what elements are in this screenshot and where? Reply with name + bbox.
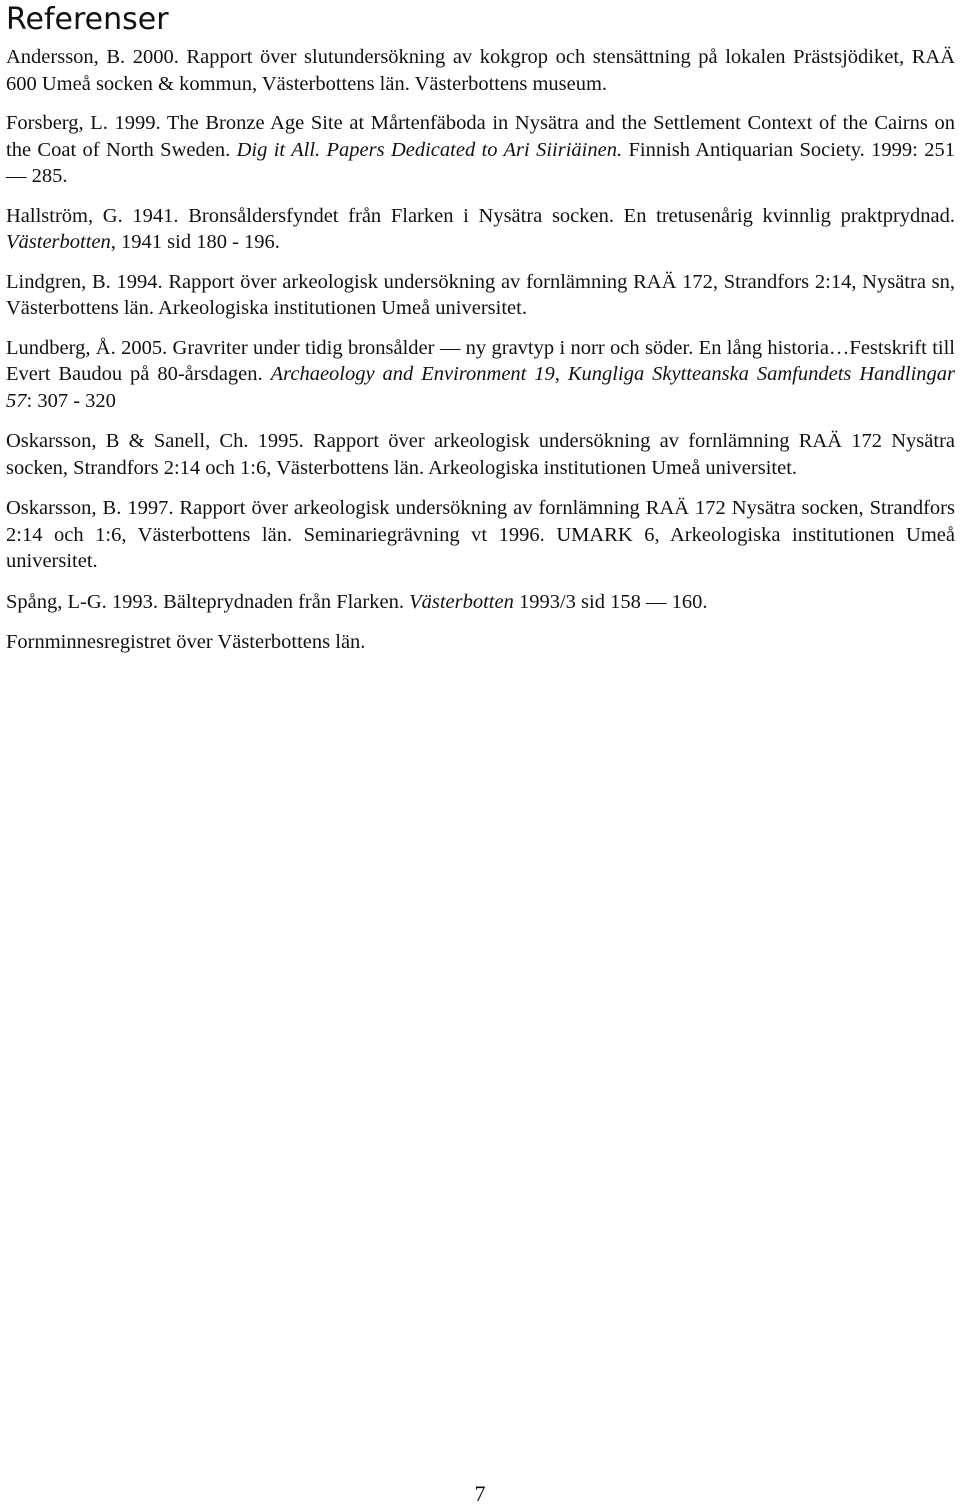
reference-text: , 1941 sid 180 - 196. (110, 231, 280, 253)
reference-title-italic: Västerbotten (409, 590, 514, 613)
reference-list (6, 44, 955, 656)
reference-forsberg-1999 (6, 110, 955, 190)
reference-text: : 307 - 320 (26, 389, 116, 412)
reference-text: Forsberg, L. 1999. The Bronze Age Site at Mårtenfäboda in Nysätra and the Settlement Context of the Cairns on the Coat of North Sweden. (6, 112, 955, 161)
reference-text: 1993/3 sid 158 — 160. (513, 590, 708, 613)
reference-andersson-2000 (6, 44, 955, 97)
reference-text: Oskarsson, B. 1997. Rapport över arkeologisk undersökning av fornlämning RAÄ 172 Nysätra socken, Strandfors 2:14 och 1:6, Västerbottens län. Seminariegrävning vt 1996. UMARK 6, Arkeologiska institutionen Umeå universitet. (6, 497, 955, 572)
reference-title-italic: Dig it All. Papers Dedicated to Ari Siiriäinen. (236, 138, 623, 161)
reference-text: Hallström, G. 1941. Bronsåldersfyndet från Flarken i Nysätra socken. En tretusenårig kvinnlig praktprydnad. (6, 204, 955, 227)
reference-spang-1993 (6, 589, 955, 616)
reference-text: Finnish Antiquarian Society. 1999: 251 — 285. (6, 138, 955, 187)
reference-lindgren-1994 (6, 269, 955, 322)
reference-text: Lindgren, B. 1994. Rapport över arkeologisk undersökning av fornlämning RAÄ 172, Strandfors 2:14, Nysätra sn, Västerbottens län. Arkeologiska institutionen Umeå universitet. (6, 270, 955, 319)
reference-text: Andersson, B. 2000. Rapport över slutundersökning av kokgrop och stensättning på lokalen Prästsjödiket, RAÄ 600 Umeå socken & kommun, Västerbottens län. Västerbottens museum. (6, 46, 955, 95)
reference-lundberg-2005 (6, 335, 955, 415)
reference-text: Spång, L-G. 1993. Bälteprydnaden från Flarken. (6, 590, 410, 613)
page-title: Referenser (6, 2, 169, 37)
reference-text: Fornminnesregistret över Västerbottens län. (6, 631, 366, 653)
reference-fornminnesregistret (6, 629, 955, 656)
page-number: 7 (474, 1481, 486, 1506)
reference-title-italic: Archaeology and Environment 19, Kungliga Skytteanska Samfundets Handlingar 57 (6, 363, 955, 412)
reference-hallstrom-1941 (6, 203, 955, 256)
reference-oskarsson-sanell-1995 (6, 428, 955, 481)
reference-title-italic: Västerbotten (6, 231, 111, 253)
reference-text: Lundberg, Å. 2005. Gravriter under tidig bronsålder — ny gravtyp i norr och söder. En lång historia…Festskrift till Evert Baudou på 80-årsdagen. (6, 336, 955, 385)
reference-text: Oskarsson, B & Sanell, Ch. 1995. Rapport över arkeologisk undersökning av fornlämning RAÄ 172 Nysätra socken, Strandfors 2:14 och 1:6, Västerbottens län. Arkeologiska institutionen Umeå universitet. (6, 430, 955, 479)
reference-oskarsson-1997 (6, 495, 955, 575)
